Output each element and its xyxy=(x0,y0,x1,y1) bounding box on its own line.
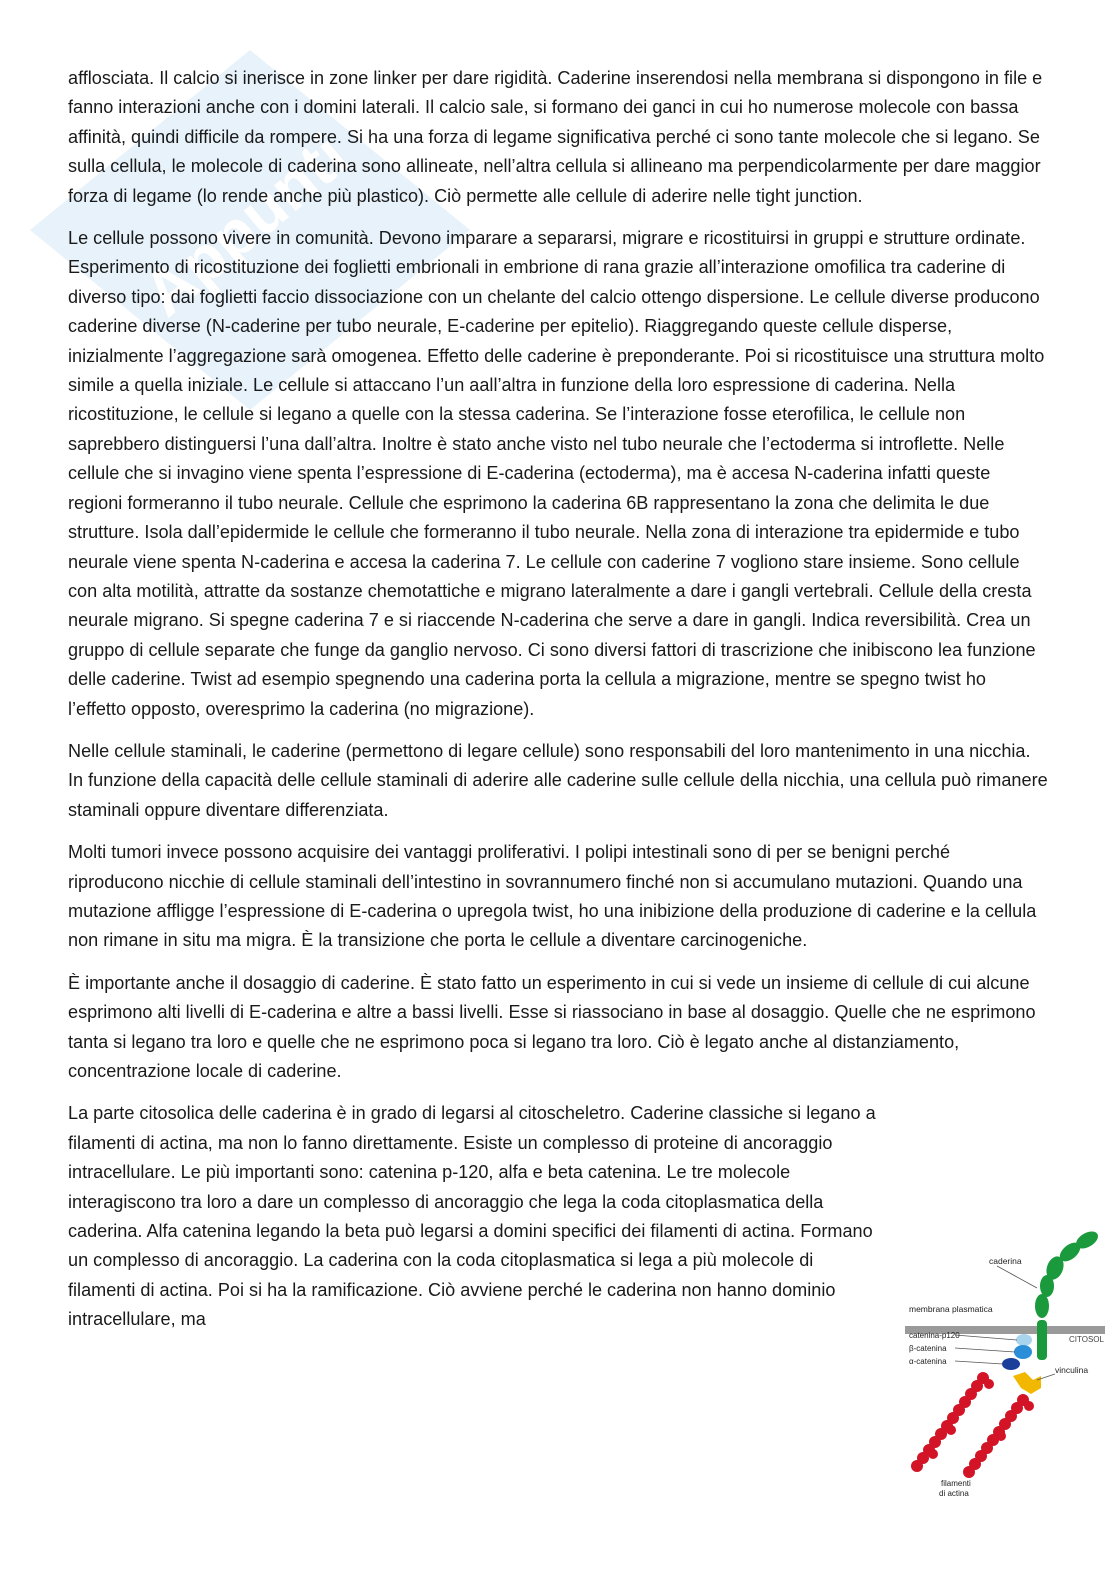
label-vinculin: vinculina xyxy=(1055,1365,1089,1375)
cadherin-anchoring-diagram xyxy=(905,1228,1105,1500)
paragraph-3: Nelle cellule staminali, le caderine (permettono di legare cellule) sono responsabili del loro mantenimento in una nicchia. In funzione della capacità delle cellule staminali di aderire alle caderine sulle cellule della nicchia, una cellula può rimanere staminali oppure diventare differenziata. xyxy=(68,740,1048,820)
label-cytosol: CITOSOL xyxy=(1069,1335,1104,1344)
label-actin-1: filamenti xyxy=(941,1479,971,1488)
label-alpha: α-catenina xyxy=(909,1357,947,1366)
alpha-catenin xyxy=(1002,1358,1020,1370)
label-caderina: caderina xyxy=(989,1256,1022,1266)
paragraph-2: Le cellule possono vivere in comunità. Devono imparare a separarsi, migrare e ricostituirsi in gruppi e strutture ordinate. Esperimento di ricostituzione dei foglietti embrionali in embrione di rana grazie all’interazione omofilica tra caderine di diverso tipo: dai foglietti faccio dissociazione con un chelante del calcio ottengo dispersione. Le cellule diverse producono caderine diverse (N-caderine per tubo neurale, E-caderine per epitelio). Riaggregando queste cellule disperse, inizialmente l’aggregazione sarà omogenea. Effetto delle caderine è preponderante. Poi si ricostituisce una struttura molto simile a quella iniziale. Le cellule si attaccano l’un aall’altra in funzione della loro espressione di caderina. Nella ricostituzione, le cellule si legano a quelle con la stessa caderina. Se l’interazione fosse eterofilica, le cellule non saprebbero distinguersi l’una dall’altra. Inoltre è stato anche visto nel tubo neurale che l’ectoderma si introflette. Nelle cellule che si invagino viene spenta l’espressione di E-caderina (ectoderma), ma è accesa N-caderina infatti queste regioni formeranno il tubo neurale. Cellule che esprimono la caderina 6B rappresentano la zona che delimita le due strutture. Isola dall’epidermide le cellule che formeranno il tubo neurale. Nella zona di interazione tra epidermide e tubo neurale viene spenta N-caderina e accesa la caderina 7. Le cellule con caderine 7 vogliono stare insieme. Sono cellule con alta motilità, attratte da sostanze chemotattiche e migrano lateralmente a dare i gangli vertebrali. Cellule della cresta neurale migrano. Si spegne caderina 7 e si riaccende N-caderina che serve a dare in gangli. Indica reversibilità. Crea un gruppo di cellule separate che funge da ganglio nervoso. Ci sono diversi fattori di trascrizione che inibiscono lea funzione delle caderine. Twist ad esempio spegnendo una caderina porta la cellula a migrazione, mentre se spegno twist ho l’effetto opposto, overesprimo la caderina (no migrazione). xyxy=(68,228,1045,719)
svg-text:Appunti: Appunti xyxy=(129,119,362,330)
label-actin-2: di actina xyxy=(939,1489,969,1498)
beta-catenin xyxy=(1014,1345,1032,1359)
vinculin xyxy=(1013,1372,1041,1394)
paragraph-4: Molti tumori invece possono acquisire dei vantaggi proliferativi. I polipi intestinali sono di per se benigni perché riproducono nicchie di cellule staminali dell’intestino in sovrannumero finché non si accumulano mutazioni. Quando una mutazione affligge l’espressione di E-caderina o upregola twist, ho una inibizione della produzione di caderine e la cellula non rimane in situ ma migra. È la transizione che porta le cellule a diventare carcinogeniche. xyxy=(68,842,1037,951)
paragraph-5: È importante anche il dosaggio di caderine. È stato fatto un esperimento in cui si vede un insieme di cellule di cui alcune esprimono alti livelli di E-caderina e altre a bassi livelli. Esse si riassociano in base al dosaggio. Quelle che ne esprimono tanta si legano tra loro e quelle che ne esprimono poca si legano tra loro. Ciò è legato anche al distanziamento, concentrazione locale di caderine. xyxy=(68,972,1036,1081)
actin-filament-2 xyxy=(963,1394,1034,1478)
paragraph-6: La parte citosolica delle caderina è in grado di legarsi al citoscheletro. Caderine classiche si legano a filamenti di actina, ma non lo fanno direttamente. Esiste un complesso di proteine di ancoraggio intracellulare. Le più importanti sono: catenina p-120, alfa e beta catenina. Le tre molecole interagiscono tra loro a dare un complesso di ancoraggio che lega la coda citoplasmatica della caderina. Alfa catenina legando la beta può legarsi a domini specifici dei filamenti di actina. Formano un complesso di ancoraggio. La caderina con la coda citoplasmatica si lega a più molecole di filamenti di actina. Poi si ha la ramificazione. Ciò avviene perché le caderina non hanno dominio intracellulare, ma xyxy=(68,1103,876,1330)
label-membrane: membrana plasmatica xyxy=(909,1304,993,1314)
document-body xyxy=(68,64,1048,1335)
paragraph-1: afflosciata. Il calcio si inerisce in zone linker per dare rigidità. Caderine inserendosi nella membrana si dispongono in file e fanno interazioni anche con i domini laterali. Il calcio sale, si formano dei ganci in cui ho numerose molecole con bassa affinità, quindi difficile da rompere. Si ha una forza di legame significativa perché ci sono tante molecole che si legano. Se sulla cellula, le molecole di caderina sono allineate, nell’altra cellula si allineano ma perpendicolarmente per dare maggior forza di legame (lo rende anche più plastico). Ciò permette alle cellule di aderire nelle tight junction. xyxy=(68,68,1043,206)
label-p120: catenina-p120 xyxy=(909,1331,960,1340)
catenin-p120 xyxy=(1016,1334,1032,1346)
label-beta: β-catenina xyxy=(909,1344,947,1353)
